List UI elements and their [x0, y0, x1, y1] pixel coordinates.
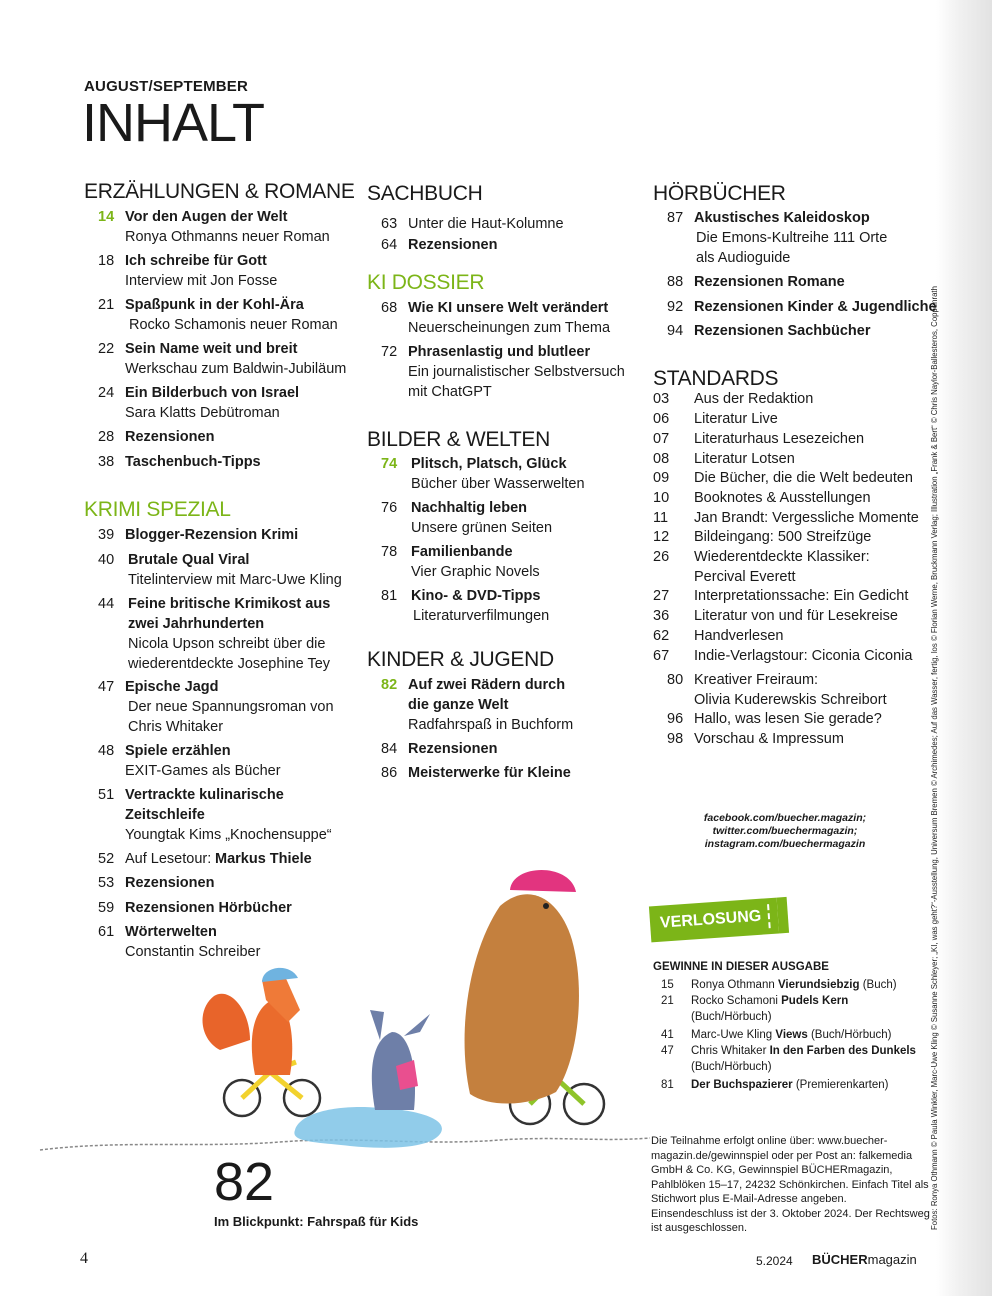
gewinne-title: GEWINNE IN DIESER AUSGABE [653, 961, 829, 973]
puddle [294, 1107, 442, 1148]
verlosung-badge: VERLOSUNG [649, 898, 779, 943]
instagram-link[interactable]: instagram.com/buechermagazin [704, 838, 866, 850]
section-title-bilder-welten: BILDER & WELTEN [367, 428, 550, 451]
rabbit-in-puddle [370, 1010, 430, 1110]
section-title-hoerbuecher: HÖRBÜCHER [653, 182, 786, 205]
issue-kicker: AUGUST/SEPTEMBER [84, 78, 249, 95]
issue-number: 5.2024 [756, 1254, 793, 1268]
facebook-link[interactable]: facebook.com/buecher.magazin; [703, 812, 867, 824]
section-title-erzaehlungen: ERZÄHLUNGEN & ROMANE [84, 180, 355, 203]
page-number: 4 [80, 1250, 88, 1267]
twitter-link[interactable]: twitter.com/buechermagazin; [712, 825, 858, 837]
section-title-ki-dossier: KI DOSSIER [367, 271, 485, 294]
bear-body [465, 894, 579, 1103]
section-title-kinder-jugend: KINDER & JUGEND [367, 648, 554, 671]
section-title-krimi: KRIMI SPEZIAL [84, 498, 231, 521]
feature-page-number: 82 [214, 1152, 275, 1212]
bear-on-bike [465, 870, 604, 1124]
fox-helmet [262, 968, 298, 982]
photo-credits: Fotos: Ronya Othmann © Paula Winkler, Marc-Uwe Kling © Susanne Schleyer; „KI, was geht?“-Ausstellung, Universum Bremen © Archimedes; Auf das Wasser, fertig, los © Florian Werne, Bruckmann Verlag; Illustration „Frank & Bert“ © Chris Naylor-Ballesteros, Coppenrath [930, 286, 939, 1230]
fox-on-bike [203, 968, 320, 1116]
fox-tail [203, 994, 250, 1050]
section-title-sachbuch: SACHBUCH [367, 182, 483, 205]
page-title: INHALT [82, 93, 265, 153]
bear-eye [543, 903, 549, 909]
bear-helmet [510, 870, 576, 892]
section-title-standards: STANDARDS [653, 367, 779, 390]
magazine-logo: BÜCHERmagazin [812, 1252, 917, 1267]
gewinnspiel-terms: Die Teilnahme erfolgt online über: www.buecher-magazin.de/gewinnspiel oder per Post an: falkemedia GmbH & Co. KG, Gewinnspiel BÜCHERmagazin, Pahlblöken 15–17, 24232 Schönkirchen. Einfach Titel als Stichwort plus E-Mail-Adresse angeben. Einsendeschluss ist der 3. Oktober 2024. Der Rechtsweg ist ausgeschlossen. [651, 1135, 930, 1234]
feature-caption: Im Blickpunkt: Fahrspaß für Kids [214, 1214, 419, 1229]
